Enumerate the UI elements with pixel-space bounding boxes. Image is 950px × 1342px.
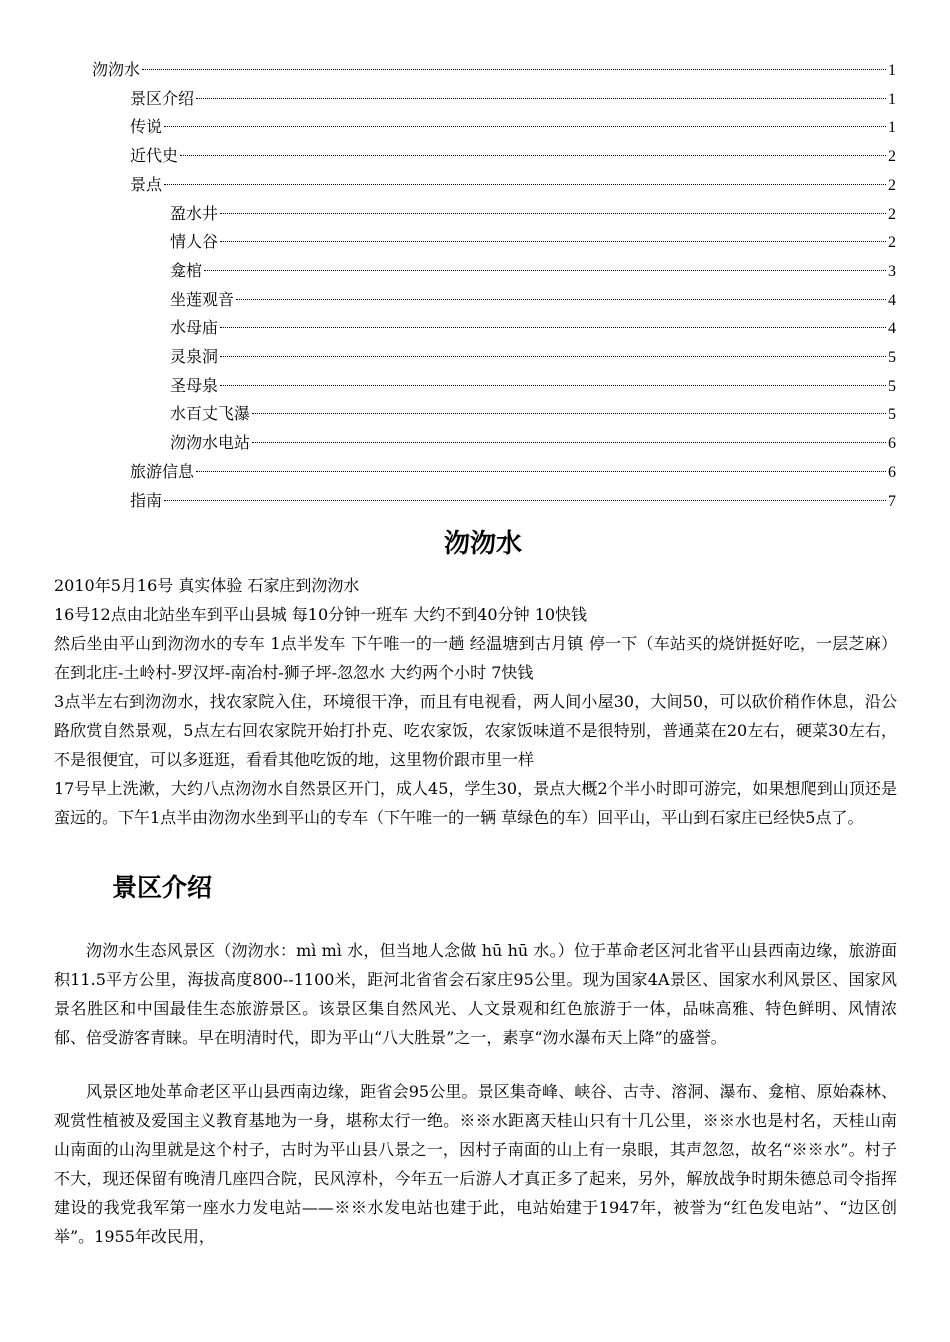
toc-leader-dots: [142, 69, 886, 70]
toc-entry-page: 5: [888, 377, 896, 395]
section-heading: 景区介绍: [112, 873, 213, 902]
toc-entry[interactable]: [130, 487, 896, 515]
trip-line: 2010年5月16号 真实体验 石家庄到沕沕水: [54, 576, 360, 595]
toc-entry-label: 水百丈飞瀑: [170, 404, 251, 424]
toc-entry[interactable]: [170, 343, 896, 371]
toc-leader-dots: [220, 327, 886, 328]
toc-entry-label: 景区介绍: [130, 88, 195, 108]
trip-line: 17号早上洗漱，大约八点沕沕水自然景区开门，成人45，学生30，景点大概2个半小时即可游完，如果想爬到山顶还是蛮远的。下午1点半由沕沕水坐到平山的专车（下午唯一的一辆 草绿色的车）回平山，平山到石家庄已经快5点了。: [54, 779, 897, 827]
toc-entry-label: 旅游信息: [130, 461, 195, 481]
toc-leader-dots: [220, 213, 886, 214]
toc-entry-label: 坐莲观音: [170, 289, 235, 309]
toc-entry[interactable]: [130, 171, 896, 199]
toc-leader-dots: [164, 126, 886, 127]
toc-entry[interactable]: [130, 85, 896, 113]
toc-entry-page: 2: [888, 176, 896, 194]
toc-entry-label: 近代史: [130, 146, 179, 166]
toc-leader-dots: [180, 155, 886, 156]
toc-entry[interactable]: [130, 458, 896, 486]
toc-entry[interactable]: [170, 228, 896, 256]
toc-leader-dots: [252, 413, 886, 414]
toc-entry[interactable]: [170, 286, 896, 314]
trip-line: 然后坐由平山到沕沕水的专车 1点半发车 下午唯一的一趟 经温塘到古月镇 停一下（车站买的烧饼挺好吃，一层芝麻）在到北庄-土岭村-罗汉坪-南冶村-狮子坪-忽忽水 大约两个小时 7快钱: [54, 634, 897, 682]
toc-entry[interactable]: [170, 400, 896, 428]
trip-line: 16号12点由北站坐车到平山县城 每10分钟一班车 大约不到40分钟 10快钱: [54, 605, 588, 624]
toc-entry-page: 5: [888, 406, 896, 424]
toc-leader-dots: [196, 471, 886, 472]
toc-entry-page: 6: [888, 463, 896, 481]
toc-entry-label: 沕沕水: [92, 60, 141, 79]
toc-entry[interactable]: [170, 257, 896, 285]
toc-leader-dots: [164, 500, 886, 501]
toc-entry-label: 传说: [130, 117, 163, 137]
toc-entry[interactable]: [170, 314, 896, 342]
toc-leader-dots: [236, 299, 886, 300]
toc-entry-label: 龛棺: [170, 260, 203, 280]
toc-leader-dots: [220, 241, 886, 242]
toc-leader-dots: [252, 442, 886, 443]
trip-line: 3点半左右到沕沕水，找农家院入住，环境很干净，而且有电视看，两人间小屋30，大间50，可以砍价稍作休息，沿公路欣赏自然景观，5点左右回农家院开始打扑克、吃农家饭，农家饭味道不是很特别，普通菜在20左右，硬菜30左右，不是很便宜，可以多逛逛，看看其他吃饭的地，这里物价跟市里一样: [54, 692, 897, 769]
toc-entry-page: 2: [888, 148, 896, 166]
toc-entry[interactable]: [130, 113, 896, 141]
toc-entry-page: 2: [888, 234, 896, 252]
toc-entry-page: 6: [888, 435, 896, 453]
toc-entry-label: 水母庙: [170, 318, 219, 338]
toc-entry-page: 4: [888, 320, 896, 338]
toc-entry-page: 1: [888, 90, 896, 108]
toc-entry-label: 灵泉洞: [170, 347, 219, 366]
toc-entry-page: 7: [888, 492, 896, 510]
trip-report: [54, 571, 897, 832]
toc-entry-page: 3: [888, 262, 896, 280]
intro-paragraph: 沕沕水生态风景区（沕沕水：mì mì 水，但当地人念做 hū hū 水。）位于革命老区河北省平山县西南边缘，旅游面积11.5平方公里，海拔高度800--1100米，距河北省省会石家庄95公里。现为国家4A景区、国家水利风景区、国家风景名胜区和中国最佳生态旅游景区。该景区集自然风光、人文景观和红色旅游于一体，品味高雅、特色鲜明、风情浓郁、倍受游客青睐。早在明清时代，即为平山“八大胜景”之一，素享“沕水瀑布天上降”的盛誉。: [54, 941, 897, 1047]
toc-entry-label: 沕沕水电站: [170, 433, 251, 453]
toc-entry[interactable]: [170, 200, 896, 228]
toc-leader-dots: [164, 184, 886, 185]
toc-entry-page: 1: [888, 119, 896, 137]
document-title: 沕沕水: [443, 529, 522, 559]
toc-entry[interactable]: [92, 56, 896, 84]
toc-entry[interactable]: [170, 429, 896, 457]
toc-entry-label: 景点: [130, 174, 163, 194]
intro-paragraph: 风景区地处革命老区平山县西南边缘，距省会95公里。景区集奇峰、峡谷、古寺、溶洞、瀑布、龛棺、原始森林、观赏性植被及爱国主义教育基地为一身，堪称太行一绝。※※水距离天桂山只有十几公里，※※水也是村名，天桂山南山南面的山沟里就是这个村子，古时为平山县八景之一，因村子南面的山上有一泉眼，其声忽忽，故名“※※水”。村子不大，现还保留有晚清几座四合院，民风淳朴，今年五一后游人才真正多了起来，另外，解放战争时期朱德总司令指挥建设的我党我军第一座水力发电站——※※水发电站也建于此，电站始建于1947年，被誉为“红色发电站”、“边区创举”。1955年改民用，: [54, 1082, 897, 1246]
toc-entry-page: 1: [888, 62, 896, 79]
toc-entry[interactable]: [170, 372, 896, 400]
toc-entry[interactable]: [130, 142, 896, 170]
toc-entry-page: 2: [888, 205, 896, 223]
toc-leader-dots: [220, 385, 886, 386]
toc-entry-label: 盈水井: [170, 203, 219, 223]
toc-entry-label: 情人谷: [170, 232, 219, 252]
toc-entry-label: 圣母泉: [170, 375, 219, 395]
toc-entry-label: 指南: [130, 490, 163, 510]
toc-entry-page: 5: [888, 349, 896, 366]
toc-leader-dots: [196, 98, 886, 99]
toc-leader-dots: [204, 270, 886, 271]
toc-entry-page: 4: [888, 291, 896, 309]
toc-leader-dots: [220, 356, 886, 357]
